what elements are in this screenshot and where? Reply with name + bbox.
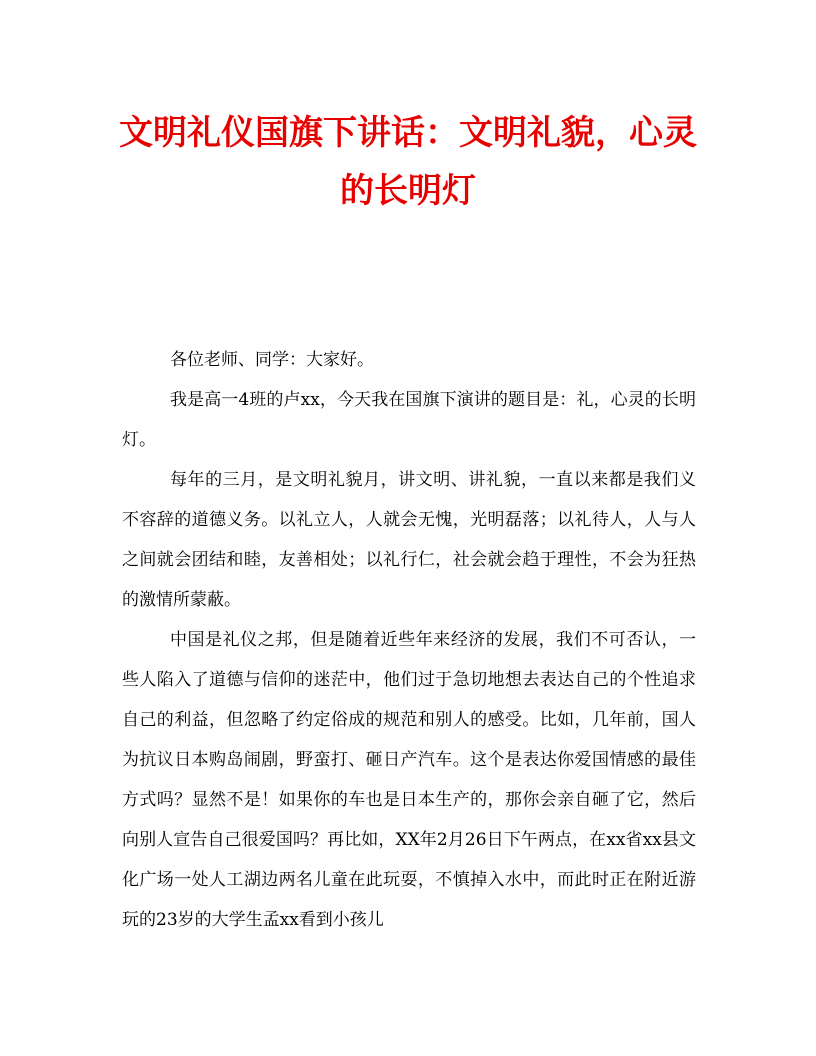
document-body	[122, 340, 696, 940]
paragraph-civility-month: 每年的三月，是文明礼貌月，讲文明、讲礼貌，一直以来都是我们义不容辞的道德义务。以礼立人，人就会无愧，光明磊落；以礼待人，人与人之间就会团结和睦，友善相处；以礼行仁，社会就会趋于理性，不会为狂热的激情所蒙蔽。	[122, 470, 696, 610]
paragraph-greeting: 各位老师、同学：大家好。	[170, 350, 374, 370]
paragraph-intro: 我是高一4班的卢xx，今天我在国旗下演讲的题目是：礼，心灵的长明灯。	[122, 390, 696, 450]
document-title: 文明礼仪国旗下讲话：文明礼貌，心灵的长明灯	[119, 113, 697, 211]
paragraph-examples: 中国是礼仪之邦，但是随着近些年来经济的发展，我们不可否认，一些人陷入了道德与信仰的迷茫中，他们过于急切地想去表达自己的个性追求自己的利益，但忽略了约定俗成的规范和别人的感受。比如，几年前，国人为抗议日本购岛闹剧，野蛮打、砸日产汽车。这个是表达你爱国情感的最佳方式吗？显然不是！如果你的车也是日本生产的，那你会亲自砸了它，然后向别人宣告自己很爱国吗？再比如，XX年2月26日下午两点，在xx省xx县文化广场一处人工湖边两名儿童在此玩耍，不慎掉入水中，而此时正在附近游玩的23岁的大学生孟xx看到小孩儿	[122, 630, 696, 930]
